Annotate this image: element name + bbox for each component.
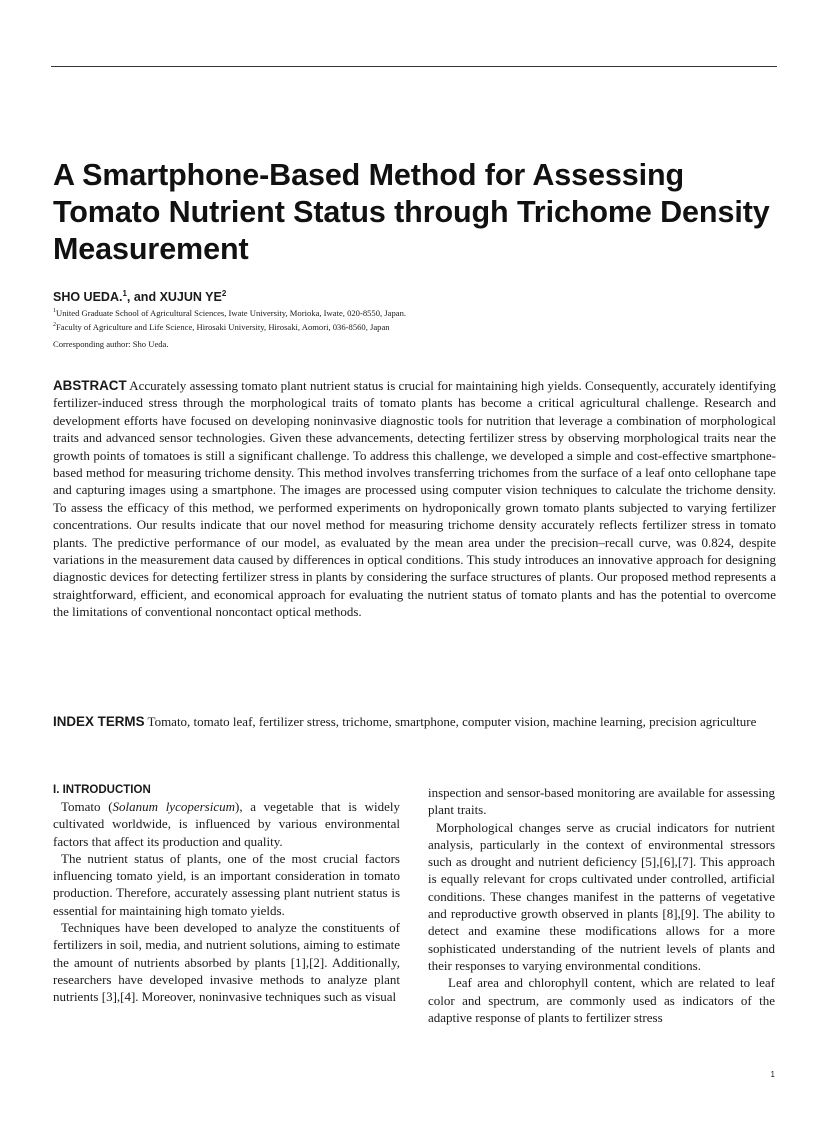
- author-separator: , and: [126, 290, 160, 305]
- affiliation-text: United Graduate School of Agricultural Sciences, Iwate University, Morioka, Iwate, 020-8550, Japan.: [56, 307, 407, 318]
- left-column: [53, 782, 400, 1006]
- paper-title: A Smartphone-Based Method for Assessing Tomato Nutrient Status through Trichome Density Measurement: [53, 158, 770, 266]
- index-terms: [53, 713, 776, 731]
- abstract-text: Accurately assessing tomato plant nutrient status is crucial for maintaining high yields. Consequently, accurately identifying fertilizer-induced stress through the morphological traits of tomato plants has become a critical agricultural challenge. Research and development efforts have focused on developing noninvasive diagnostic tools for nutrition that leverage a combination of morphological traits and advanced sensor technologies. Given these advancements, detecting fertilizer stress by observing morphological traits near the growth points of tomatoes is still a significant challenge. To address this challenge, we developed a simple and cost-effective smartphone-based method for measuring trichome density. This method involves transferring trichomes from the surface of a leaf onto cellophane tape and capturing images using a smartphone. The images are processed using computer vision techniques to calculate the trichome density. To assess the efficacy of this method, we performed experiments on hydroponically grown tomato plants subjected to varying fertilizer concentrations. Our results indicate that our novel method for measuring trichome density accurately reflects fertilizer stress in tomato plants. The predictive performance of our model, as evaluated by the mean area under the precision–recall curve, was 0.824, despite variations in the measurement data caused by differences in optical conditions. This study introduces an innovative approach for designing diagnostic devices for detecting fertilizer stress in plants by considering the surface structures of plants. Our proposed method represents a straightforward, efficient, and economical approach for evaluating the nutrient status of tomato plants and has the potential to overcome the limitations of conventional noncontact optical methods.: [53, 378, 777, 620]
- index-terms-text: Tomato, tomato leaf, fertilizer stress, trichome, smartphone, computer vision, machine learning, precision agriculture: [147, 714, 757, 729]
- affiliation-marker: 1: [122, 289, 127, 298]
- abstract-label: ABSTRACT: [53, 378, 127, 393]
- affiliation-text: Faculty of Agriculture and Life Science, Hirosaki University, Hirosaki, Aomori, 036-8560, Japan: [56, 321, 390, 332]
- affiliation-marker: 1: [53, 308, 56, 314]
- paragraph: The nutrient status of plants, one of the most crucial factors influencing tomato yield, is an important consideration in tomato production. Therefore, accurately assessing plant nutrient status is essential for maintaining high tomato yields.: [53, 850, 400, 918]
- top-rule: [51, 66, 777, 67]
- species-name: Solanum lycopersicum: [112, 799, 236, 814]
- paragraph: [53, 798, 400, 850]
- paragraph: Morphological changes serve as crucial indicators for nutrient analysis, particularly in the context of environmental stressors such as drought and nutrient deficiency [5],[6],[7]. This approach is equally relevant for crops cultivated under controlled, artificial conditions. These changes manifest in the patterns of vegetative and reproductive growth observed in plants [8],[9]. The ability to detect and examine these modifications allows for a more sophisticated understanding of the nutrient levels of plants and their responses to varying environmental conditions.: [428, 819, 775, 973]
- affiliation-marker: 2: [53, 322, 56, 328]
- affiliation-marker: 2: [221, 289, 227, 298]
- index-terms-label: INDEX TERMS: [53, 714, 145, 729]
- paragraph: Leaf area and chlorophyll content, which are related to leaf color and spectrum, are commonly used as indicators of the adaptive response of plants to fertilizer stress: [428, 975, 775, 1025]
- right-column: [428, 784, 775, 1026]
- paragraph: Techniques have been developed to analyze the constituents of fertilizers in soil, media, and nutrient solutions, aiming to estimate the amount of nutrients absorbed by plants [1],[2]. Additionally, researchers have developed invasive methods to analyze plant nutrients [3],[4]. Moreover, noninvasive techniques such as visual: [53, 920, 400, 1005]
- author-name: XUJUN YE: [159, 290, 222, 305]
- author-list: [53, 289, 226, 304]
- paragraph: inspection and sensor-based monitoring are available for assessing plant traits.: [428, 785, 775, 818]
- affiliation-2: [53, 320, 390, 333]
- section-heading: I. INTRODUCTION: [53, 784, 151, 796]
- paragraph-text: Tomato (: [61, 799, 113, 814]
- paragraph-text: ), a vegetable that is widely cultivated worldwide, is influenced by various environmental factors that affect its production and quality.: [53, 799, 401, 849]
- author-name: SHO UEDA.: [53, 290, 123, 305]
- page-number: 1: [770, 1070, 775, 1079]
- abstract: [53, 377, 776, 621]
- affiliation-1: [53, 306, 406, 319]
- corresponding-author: Corresponding author: Sho Ueda.: [53, 339, 169, 349]
